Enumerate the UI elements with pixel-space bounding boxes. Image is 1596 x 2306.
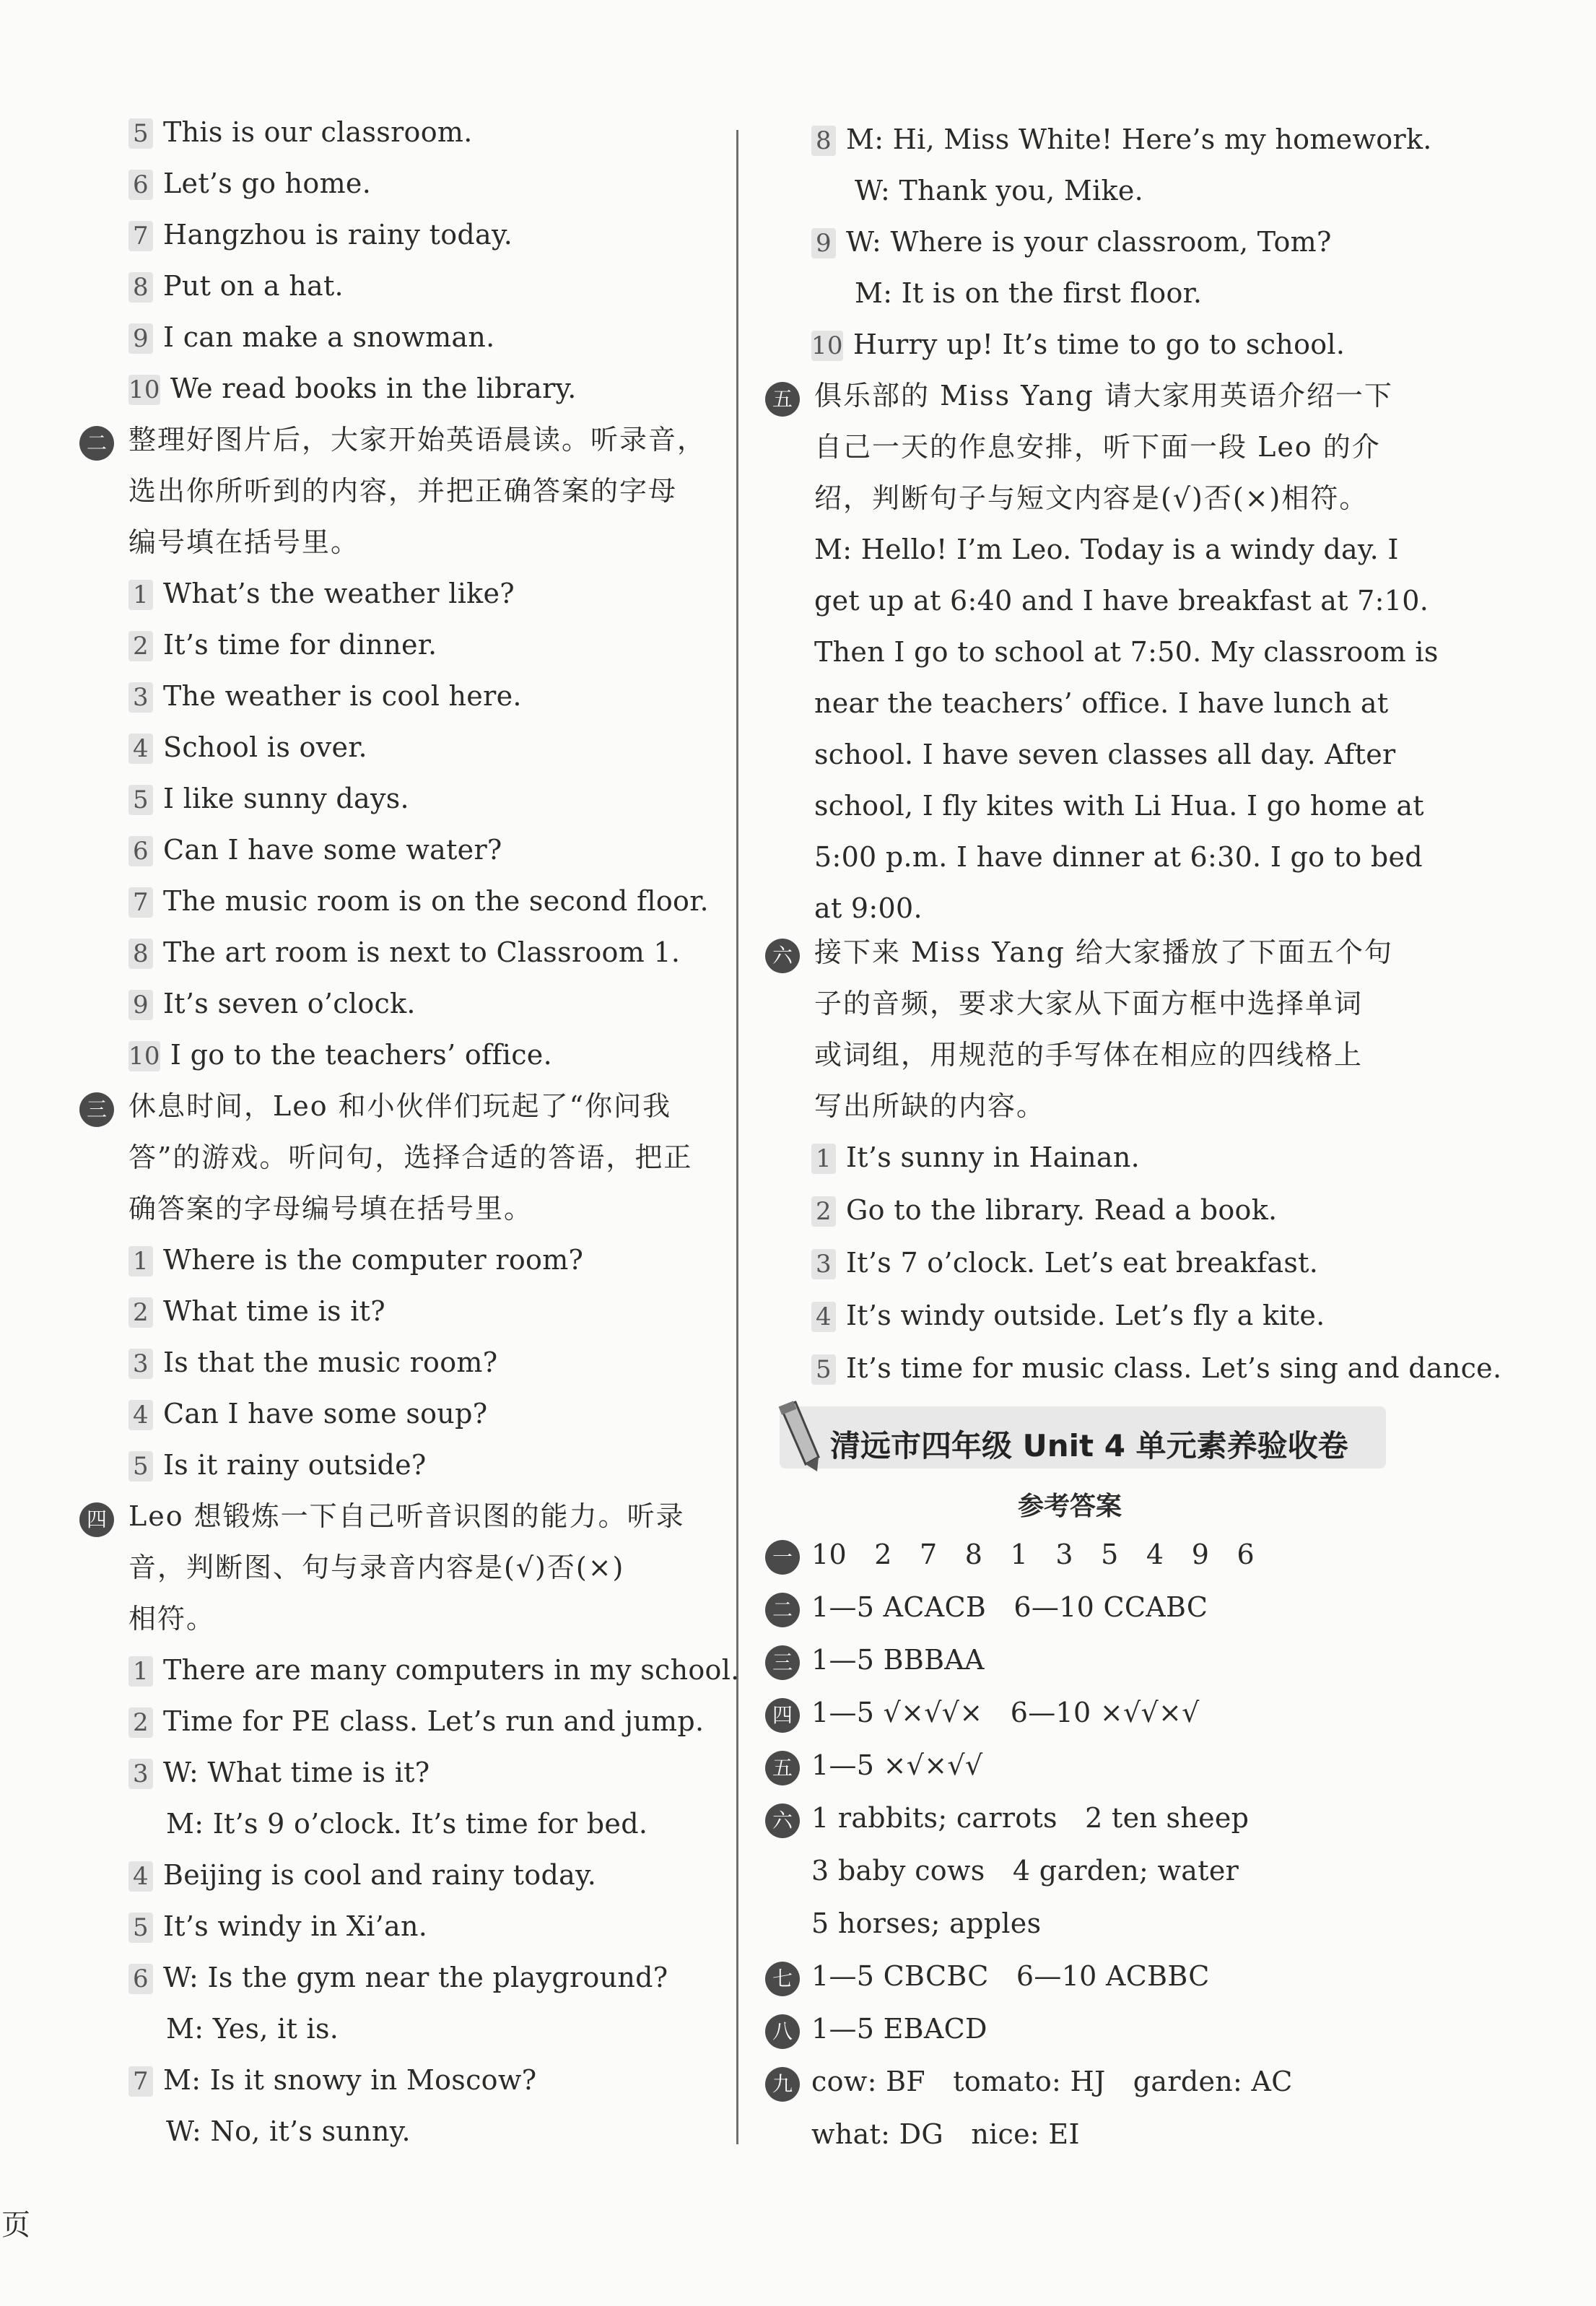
section-badge: 三 [79, 1092, 114, 1127]
list-item: 2 Go to the library. Read a book. [811, 1193, 1277, 1227]
section-instruction: 答”的游戏。听问句，选择合适的答语，把正 [128, 1141, 693, 1173]
answer-line: 1—5 BBBAA [811, 1644, 985, 1676]
section-instruction: 绍，判断句子与短文内容是(√)否(×)相符。 [814, 482, 1369, 514]
dialogue-line: W: Thank you, Mike. [855, 175, 1144, 206]
section-instruction: 整理好图片后，大家开始英语晨读。听录音， [128, 424, 707, 456]
answer-line: 1 rabbits; carrots 2 ten sheep [811, 1802, 1250, 1834]
column-divider [736, 130, 738, 2144]
answer-badge: 六 [765, 1804, 800, 1838]
answer-badge: 五 [765, 1751, 800, 1785]
list-item: 7 Hangzhou is rainy today. [128, 218, 513, 251]
answer-line: 1—5 ×√×√√ [811, 1749, 983, 1781]
list-item: 1 Where is the computer room? [128, 1243, 583, 1276]
list-item: 5 Is it rainy outside? [128, 1448, 427, 1482]
list-item: 6 W: Is the gym near the playground? [128, 1961, 668, 1994]
list-item: 8 Put on a hat. [128, 269, 344, 303]
dialogue-line: M: Yes, it is. [166, 2013, 339, 2045]
answer-badge: 一 [765, 1540, 800, 1575]
section-instruction: 编号填在括号里。 [128, 526, 360, 558]
section-instruction: 确答案的字母编号填在括号里。 [128, 1193, 533, 1224]
section-instruction: Leo 想锻炼一下自己听音识图的能力。听录 [128, 1500, 685, 1532]
list-item: 6 Can I have some water? [128, 833, 502, 866]
section-badge: 二 [79, 426, 114, 461]
answer-badge: 二 [765, 1593, 800, 1627]
passage-line: M: Hello! I’m Leo. Today is a windy day. I [814, 534, 1399, 565]
passage-line: 5:00 p.m. I have dinner at 6:30. I go to bed [814, 841, 1423, 873]
passage-line: at 9:00. [814, 892, 923, 924]
dialogue-line: M: It is on the first floor. [855, 277, 1203, 309]
list-item: 3 Is that the music room? [128, 1346, 497, 1379]
list-item: 3 The weather is cool here. [128, 679, 522, 713]
list-item: 5 I like sunny days. [128, 782, 409, 815]
list-item: 4 Can I have some soup? [128, 1397, 487, 1430]
list-item: 9 It’s seven o’clock. [128, 987, 416, 1020]
answer-line: 10 2 7 8 1 3 5 4 9 6 [811, 1539, 1255, 1570]
pencil-icon [774, 1401, 824, 1473]
answer-badge: 八 [765, 2014, 800, 2049]
list-item: 4 It’s windy outside. Let’s fly a kite. [811, 1299, 1325, 1332]
section-instruction: 或词组，用规范的手写体在相应的四线格上 [814, 1039, 1364, 1071]
list-item: 10 I go to the teachers’ office. [128, 1039, 552, 1071]
list-item: 9 W: Where is your classroom, Tom? [811, 225, 1332, 258]
passage-line: get up at 6:40 and I have breakfast at 7:10. [814, 585, 1429, 617]
section-badge: 六 [765, 939, 800, 973]
answer-badge: 四 [765, 1698, 800, 1733]
section-instruction: 自己一天的作息安排，听下面一段 Leo 的介 [814, 431, 1381, 463]
section-badge: 四 [79, 1502, 114, 1537]
section-badge: 五 [765, 382, 800, 417]
answer-line: 1—5 ACACB 6—10 CCABC [811, 1591, 1208, 1623]
section-instruction: 选出你所听到的内容，并把正确答案的字母 [128, 475, 678, 507]
answer-badge: 三 [765, 1645, 800, 1680]
list-item: 7 The music room is on the second floor. [128, 884, 709, 918]
list-item: 3 W: What time is it? [128, 1756, 429, 1789]
answer-key-subtitle: 参考答案 [1018, 1492, 1122, 1521]
answer-line: 1—5 CBCBC 6—10 ACBBC [811, 1960, 1210, 1992]
list-item: 8 The art room is next to Classroom 1. [128, 936, 680, 969]
list-item: 6 Let’s go home. [128, 167, 371, 200]
answer-line: 1—5 EBACD [811, 2013, 987, 2045]
list-item: 2 What time is it? [128, 1295, 385, 1328]
list-item: 7 M: Is it snowy in Moscow? [128, 2063, 536, 2097]
section-instruction: 休息时间，Leo 和小伙伴们玩起了“你问我 [128, 1090, 672, 1122]
list-item: 4 Beijing is cool and rainy today. [128, 1858, 596, 1892]
answer-line: 3 baby cows 4 garden; water [811, 1855, 1239, 1887]
section-instruction: 俱乐部的 Miss Yang 请大家用英语介绍一下 [814, 380, 1393, 412]
list-item: 5 It’s windy in Xi’an. [128, 1910, 427, 1943]
answer-badge: 七 [765, 1962, 800, 1996]
section-instruction: 接下来 Miss Yang 给大家播放了下面五个句 [814, 936, 1393, 968]
list-item: 5 This is our classroom. [128, 116, 473, 149]
answer-line: 5 horses; apples [811, 1907, 1042, 1939]
passage-line: near the teachers’ office. I have lunch at [814, 687, 1389, 719]
page-mark: 页 [1, 2209, 30, 2242]
list-item: 4 School is over. [128, 731, 367, 764]
list-item: 1 What’s the weather like? [128, 577, 515, 610]
section-instruction: 相符。 [128, 1603, 216, 1635]
section-instruction: 写出所缺的内容。 [814, 1090, 1046, 1122]
list-item: 3 It’s 7 o’clock. Let’s eat breakfast. [811, 1246, 1318, 1279]
list-item: 1 It’s sunny in Hainan. [811, 1141, 1140, 1174]
list-item: 10 Hurry up! It’s time to go to school. [811, 329, 1346, 360]
section-instruction: 子的音频，要求大家从下面方框中选择单词 [814, 988, 1364, 1019]
answer-line: what: DG nice: EI [811, 2118, 1080, 2150]
list-item: 5 It’s time for music class. Let’s sing and dance. [811, 1352, 1501, 1385]
list-item: 2 It’s time for dinner. [128, 628, 437, 661]
list-item: 2 Time for PE class. Let’s run and jump. [128, 1705, 704, 1738]
answer-line: 1—5 √×√√× 6—10 ×√√×√ [811, 1697, 1200, 1728]
answer-line: cow: BF tomato: HJ garden: AC [811, 2066, 1293, 2097]
list-item: 8 M: Hi, Miss White! Here’s my homework. [811, 123, 1432, 156]
dialogue-line: M: It’s 9 o’clock. It’s time for bed. [166, 1808, 648, 1840]
answer-key-title: 清远市四年级 Unit 4 单元素养验收卷 [830, 1428, 1348, 1463]
list-item: 10 We read books in the library. [128, 373, 577, 404]
passage-line: school. I have seven classes all day. After [814, 739, 1396, 770]
list-item: 9 I can make a snowman. [128, 321, 495, 354]
passage-line: Then I go to school at 7:50. My classroom is [814, 636, 1439, 668]
dialogue-line: W: No, it’s sunny. [166, 2115, 411, 2147]
answer-badge: 九 [765, 2067, 800, 2102]
section-instruction: 音，判断图、句与录音内容是(√)否(×) [128, 1552, 625, 1583]
passage-line: school, I fly kites with Li Hua. I go home at [814, 790, 1424, 822]
list-item: 1 There are many computers in my school. [128, 1653, 740, 1687]
